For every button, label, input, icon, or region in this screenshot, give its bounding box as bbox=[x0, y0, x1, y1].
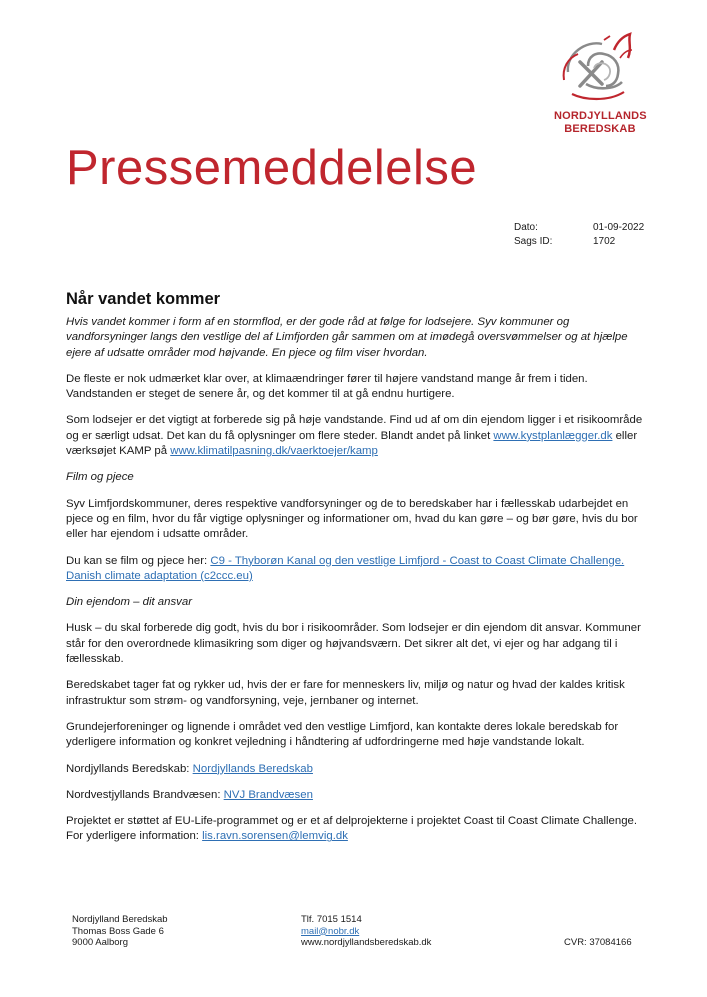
paragraph-7: Grundejerforeninger og lignende i området ved den vestlige Limfjord, kan kontakte deres lokale beredskab for yderligere information og konkret vejledning i håndtering af udfordringerne med høje vandstande lokalt. bbox=[66, 720, 619, 749]
case-label: Sags ID: bbox=[514, 236, 553, 247]
article-body bbox=[66, 290, 644, 856]
c2ccc-link[interactable]: C9 - Thyborøn Kanal og den vestlige Limfjord - Coast to Coast Climate Challenge. Danish climate adaptation (c2ccc.eu) bbox=[66, 554, 625, 582]
contact-email-link[interactable]: lis.ravn.sorensen@lemvig.dk bbox=[202, 830, 348, 843]
paragraph-6: Beredskabet tager fat og rykker ud, hvis der er fare for menneskers liv, miljø og natur og hvad der kaldes kritisk infrastruktur som strøm- og vandforsyning, veje, jernbaner og internet. bbox=[66, 679, 625, 707]
article-heading: Når vandet kommer bbox=[66, 290, 221, 308]
meta-row-date bbox=[514, 221, 644, 235]
footer-email-link[interactable]: mail@nobr.dk bbox=[301, 925, 360, 937]
footer bbox=[72, 914, 652, 954]
paragraph-9-text: Nordvestjyllands Brandvæsen: bbox=[66, 788, 224, 801]
footer-city: 9000 Aalborg bbox=[72, 937, 128, 949]
nvj-brandvaesen-link[interactable]: NVJ Brandvæsen bbox=[223, 788, 313, 801]
fire-helmet-icon bbox=[558, 28, 642, 108]
paragraph-2-middle: eller værksøjet KAMP på bbox=[66, 429, 638, 458]
paragraph-4 bbox=[66, 554, 644, 585]
paragraph-9 bbox=[66, 788, 644, 803]
date-label: Dato: bbox=[514, 222, 538, 233]
logo-name-line2: BEREDSKAB bbox=[564, 123, 636, 135]
logo-name-line1: NORDJYLLANDS bbox=[554, 110, 647, 122]
subheading-film: Film og pjece bbox=[66, 471, 134, 484]
paragraph-4-text: Du kan se film og pjece her: bbox=[66, 554, 211, 567]
intro-paragraph: Hvis vandet kommer i form af en stormflod, er der gode råd at følge for lodsejere. Syv kommuner og vandforsyninger langs den vestlige del af Limfjorden går sammen om at imødegå oversvømmelser og at hjælpe ejere af udsatte områder mod højvande. En pjece og film viser hvordan. bbox=[66, 316, 628, 359]
footer-street: Thomas Boss Gade 6 bbox=[72, 925, 164, 937]
case-value: 1702 bbox=[593, 236, 616, 247]
footer-phone: Tlf. 7015 1514 bbox=[301, 914, 362, 925]
paragraph-8 bbox=[66, 762, 644, 777]
paragraph-1: De fleste er nok udmærket klar over, at klimaændringer fører til højere vandstand mange år frem i tiden. Vandstanden er steget de senere år, og det kommer til at gå endnu hurtigere. bbox=[66, 372, 588, 401]
meta-row-case bbox=[514, 235, 644, 249]
paragraph-3: Syv Limfjordskommuner, deres respektive vandforsyninger og de to beredskaber har i fællesskab udarbejdet en pjece og en film, hvor du får vigtige oplysninger og informationer om, hvad du kan gøre – og bør gøre, hvis du bor eller har ejendom i udsatte områder. bbox=[66, 497, 638, 541]
footer-contact bbox=[301, 914, 431, 949]
kystplanlaegger-link[interactable]: www.kystplanlægger.dk bbox=[493, 429, 613, 442]
paragraph-10-text: Projektet er støttet af EU-Life-programmet og er et af delprojekterne i projektet Coast til Coast Climate Challenge. For yderligere information: bbox=[66, 815, 638, 843]
paragraph-2-text: Som lodsejer er det vigtigt at forberede sig på høje vandstande. Find ud af om din ejendom ligger i et risikoområde og er særligt udsat. Det kan du få oplysninger om flere steder. Blandt andet på linket bbox=[66, 414, 643, 442]
footer-web: www.nordjyllandsberedskab.dk bbox=[301, 937, 432, 949]
footer-cvr: CVR: 37084166 bbox=[564, 937, 632, 948]
paragraph-2 bbox=[66, 413, 644, 459]
subheading-ejendom: Din ejendom – dit ansvar bbox=[66, 596, 192, 609]
paragraph-8-text: Nordjyllands Beredskab: bbox=[66, 762, 193, 775]
paragraph-5: Husk – du skal forberede dig godt, hvis du bor i risikoområder. Som lodsejer er din ejendom dit ansvar. Kommuner står for den overordnede klimasikring som diger og højvandsværn. Det sikrer alt det, vi ejer og har adgang til i fællesskab. bbox=[66, 622, 641, 666]
meta-block bbox=[514, 221, 644, 249]
footer-address bbox=[72, 914, 168, 949]
nordjyllands-beredskab-link[interactable]: Nordjyllands Beredskab bbox=[192, 762, 313, 775]
logo bbox=[554, 28, 646, 136]
date-value: 01-09-2022 bbox=[593, 222, 645, 233]
klimatilpasning-link[interactable]: www.klimatilpasning.dk/vaerktoejer/kamp bbox=[170, 445, 378, 458]
paragraph-10 bbox=[66, 814, 644, 845]
page-title: Pressemeddelelse bbox=[66, 141, 478, 195]
footer-org: Nordjylland Beredskab bbox=[72, 914, 168, 925]
